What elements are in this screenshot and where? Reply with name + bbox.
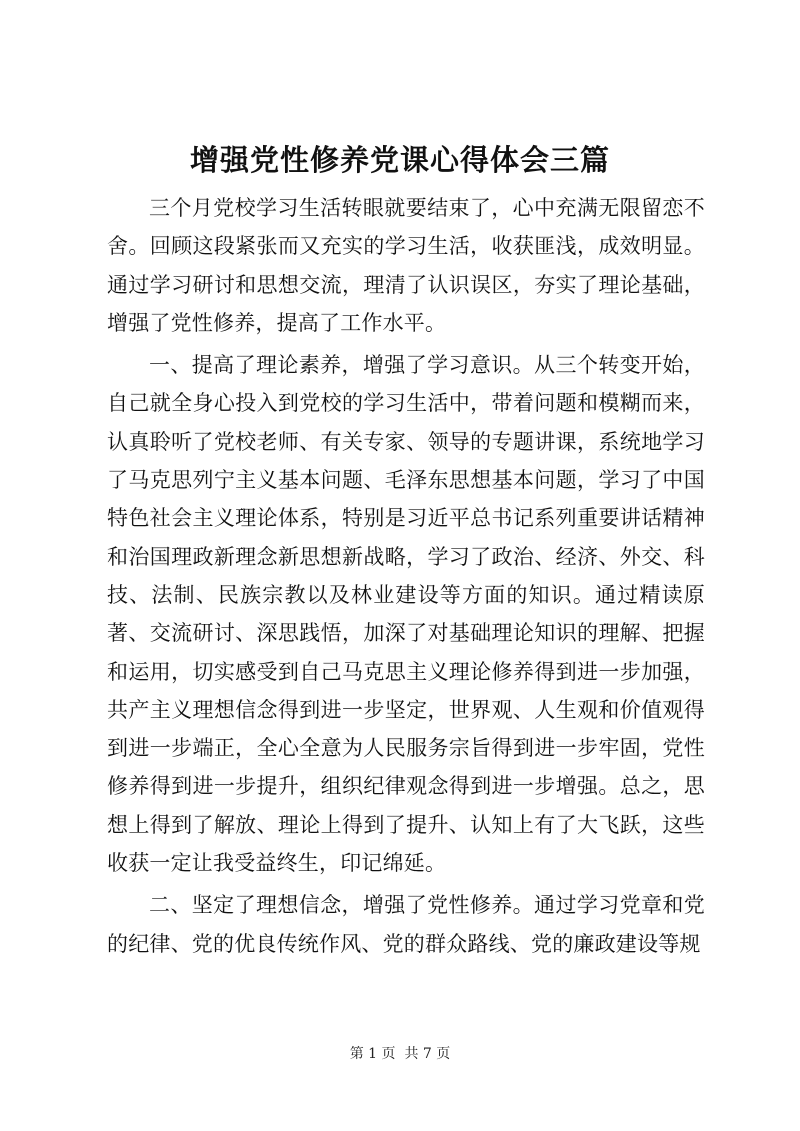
page-footer	[0, 1044, 800, 1064]
page-number-label: 第 1 页 共 7 页	[349, 1046, 451, 1062]
paragraph-section-two: 二、坚定了理想信念，增强了党性修养。通过学习党章和党的纪律、党的优良传统作风、党的群众路线、党的廉政建设等规	[107, 893, 705, 956]
document-title: 增强党性修养党课心得体会三篇	[189, 143, 610, 177]
paragraph-section-one: 一、提高了理论素养，增强了学习意识。从三个转变开始，自己就全身心投入到党校的学习生活中，带着问题和模糊而来，认真聆听了党校老师、有关专家、领导的专题讲课，系统地学习了马克思列宁主义基本问题、毛泽东思想基本问题，学习了中国特色社会主义理论体系，特别是习近平总书记系列重要讲话精神和治国理政新理念新思想新战略，学习了政治、经济、外交、科技、法制、民族宗教以及林业建设等方面的知识。通过精读原著、交流研讨、深思践悟，加深了对基础理论知识的理解、把握和运用，切实感受到自己马克思主义理论修养得到进一步加强，共产主义理想信念得到进一步坚定，世界观、人生观和价值观得到进一步端正，全心全意为人民服务宗旨得到进一步牢固，党性修养得到进一步提升，组织纪律观念得到进一步增强。总之，思想上得到了解放、理论上得到了提升、认知上有了大飞跃，这些收获一定让我受益终生，印记绵延。	[107, 353, 705, 876]
document-body	[107, 189, 705, 967]
paragraph-intro: 三个月党校学习生活转眼就要结束了，心中充满无限留恋不舍。回顾这段紧张而又充实的学习生活，收获匪浅，成效明显。通过学习研讨和思想交流，理清了认识误区，夯实了理论基础，增强了党性修养，提高了工作水平。	[107, 196, 705, 335]
